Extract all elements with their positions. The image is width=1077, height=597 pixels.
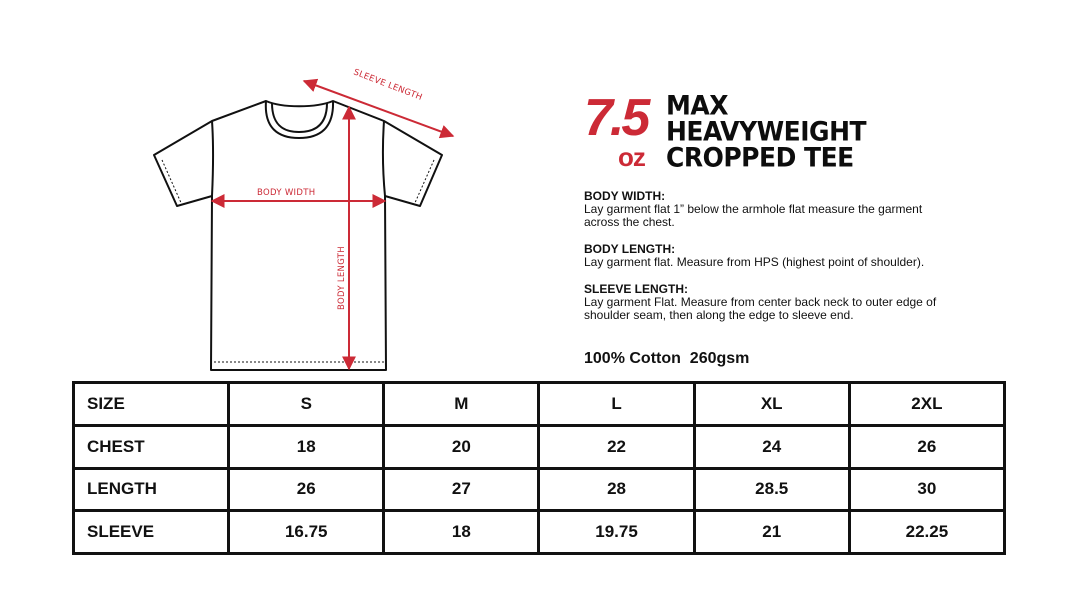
table-row (74, 468, 1005, 511)
table-cell: 26 (849, 425, 1004, 468)
body-length-label: BODY LENGTH (337, 246, 347, 310)
table-cell: 24 (694, 425, 849, 468)
header-cell: M (384, 383, 539, 426)
instruction-text: Lay garment flat. Measure from HPS (highest point of shoulder). (584, 255, 925, 269)
instruction-heading: BODY LENGTH: (584, 242, 676, 256)
table-cell: 22.25 (849, 511, 1004, 554)
instruction-sleeve-length (584, 283, 1004, 322)
title-line-1: MAX (666, 89, 729, 122)
header-cell: XL (694, 383, 849, 426)
table-cell: 22 (539, 425, 694, 468)
weight-unit: oz (618, 142, 645, 172)
body-width-label: BODY WIDTH (257, 188, 316, 198)
title-line-2: HEAVYWEIGHT (666, 115, 867, 148)
table-row (74, 425, 1005, 468)
tshirt-outline (154, 101, 442, 370)
weight-number: 7.5 (584, 89, 648, 147)
measurement-instructions (584, 190, 1004, 336)
instruction-text: Lay garment flat 1” below the armhole flat measure the garment across the chest. (584, 202, 923, 229)
header-cell: SIZE (74, 383, 229, 426)
table-cell: 28 (539, 468, 694, 511)
table-cell: 18 (384, 511, 539, 554)
instruction-body-length (584, 243, 1004, 269)
table-header-row (74, 383, 1005, 426)
header-cell: S (229, 383, 384, 426)
row-label: CHEST (74, 425, 229, 468)
instruction-text: Lay garment Flat. Measure from center back neck to outer edge of shoulder seam, then along the edge to sleeve end. (584, 295, 937, 322)
title-line-3: CROPPED TEE (666, 141, 854, 174)
sleeve-length-label: SLEEVE LENGTH (351, 67, 424, 103)
material-spec: 100% Cotton 260gsm (584, 350, 750, 367)
size-chart-table (72, 381, 1006, 555)
header-cell: 2XL (849, 383, 1004, 426)
table-cell: 18 (229, 425, 384, 468)
instruction-heading: SLEEVE LENGTH: (584, 282, 689, 296)
table-row (74, 511, 1005, 554)
header-cell: L (539, 383, 694, 426)
table-cell: 27 (384, 468, 539, 511)
table-cell: 28.5 (694, 468, 849, 511)
instruction-heading: BODY WIDTH: (584, 189, 666, 203)
table-cell: 26 (229, 468, 384, 511)
table-cell: 30 (849, 468, 1004, 511)
table-cell: 21 (694, 511, 849, 554)
table-cell: 20 (384, 425, 539, 468)
instruction-body-width (584, 190, 1004, 229)
table-cell: 19.75 (539, 511, 694, 554)
table-cell: 16.75 (229, 511, 384, 554)
row-label: LENGTH (74, 468, 229, 511)
product-title (584, 89, 924, 174)
row-label: SLEEVE (74, 511, 229, 554)
